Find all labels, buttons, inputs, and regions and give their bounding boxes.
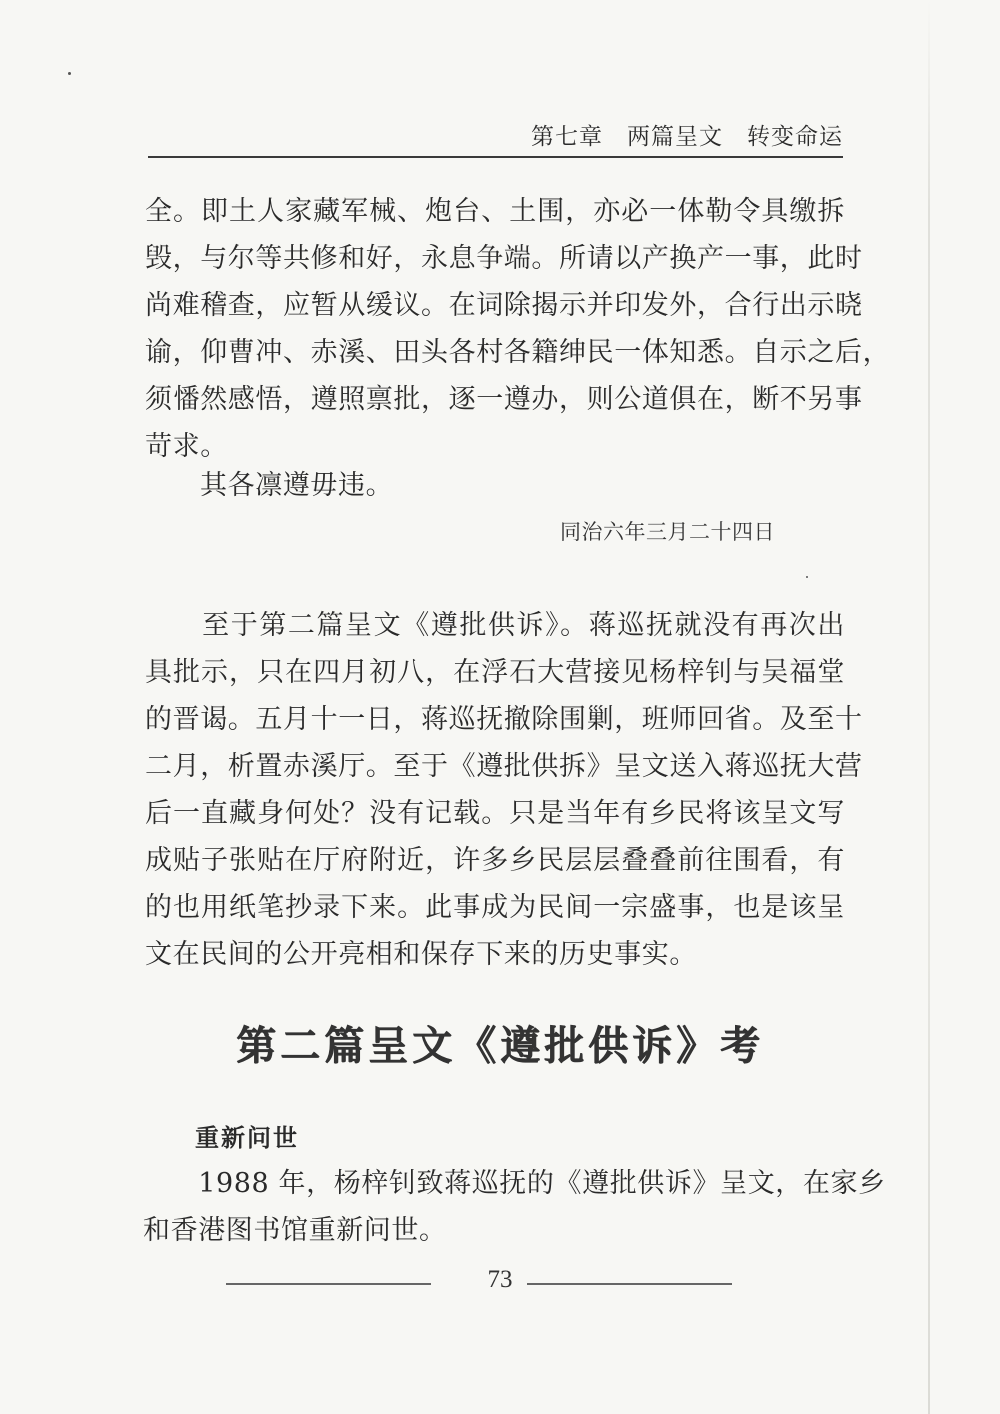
text-line: 全。即土人家藏军械、炮台、土围，亦必一体勒令具缴拆 [145, 196, 845, 227]
date-line: 同治六年三月二十四日 [560, 520, 775, 544]
text-line: 后一直藏身何处？没有记载。只是当年有乡民将该呈文写 [145, 798, 845, 829]
text-line: 苛求。 [145, 431, 228, 462]
scan-edge-shadow [928, 0, 930, 1414]
header-rule [148, 156, 843, 158]
text-line: 具批示，只在四月初八，在浮石大营接见杨梓钊与吴福堂 [145, 657, 845, 688]
scan-speck [806, 576, 808, 578]
text-line: 谕，仰曹冲、赤溪、田头各村各籍绅民一体知悉。自示之后， [145, 337, 891, 368]
footer-rule-right [527, 1283, 732, 1285]
paragraph-4 [143, 1160, 886, 1254]
text-line: 1988 年，杨梓钊致蒋巡抚的《遵批供诉》呈文，在家乡 [143, 1168, 886, 1199]
text-line: 须憣然感悟，遵照禀批，逐一遵办，则公道俱在，断不另事 [145, 384, 863, 415]
subheading: 重新问世 [195, 1124, 299, 1152]
page-number: 73 [487, 1266, 513, 1293]
paragraph-3 [145, 602, 863, 978]
scan-speck [68, 72, 71, 75]
text-line: 毁，与尔等共修和好，永息争端。所请以产换产一事，此时 [145, 243, 863, 274]
paragraph-1 [145, 188, 891, 470]
paragraph-2: 其各凛遵毋违。 [200, 470, 394, 501]
text-line: 的也用纸笔抄录下来。此事成为民间一宗盛事，也是该呈 [145, 892, 845, 923]
text-line: 成贴子张贴在厅府附近，许多乡民层层叠叠前往围看，有 [145, 845, 845, 876]
section-title: 第二篇呈文《遵批供诉》考 [236, 1022, 764, 1069]
text-line: 的晋谒。五月十一日，蒋巡抚撤除围剿，班师回省。及至十 [145, 704, 863, 735]
running-header: 第七章 两篇呈文 转变命运 [531, 124, 843, 150]
text-line: 尚难稽查，应暂从缓议。在词除揭示并印发外，合行出示晓 [145, 290, 863, 321]
text-line: 和香港图书馆重新问世。 [143, 1215, 447, 1246]
text-line: 至于第二篇呈文《遵批供诉》。蒋巡抚就没有再次出 [145, 610, 845, 641]
text-line: 文在民间的公开亮相和保存下来的历史事实。 [145, 939, 697, 970]
text-line: 二月，析置赤溪厅。至于《遵批供拆》呈文送入蒋巡抚大营 [145, 751, 863, 782]
